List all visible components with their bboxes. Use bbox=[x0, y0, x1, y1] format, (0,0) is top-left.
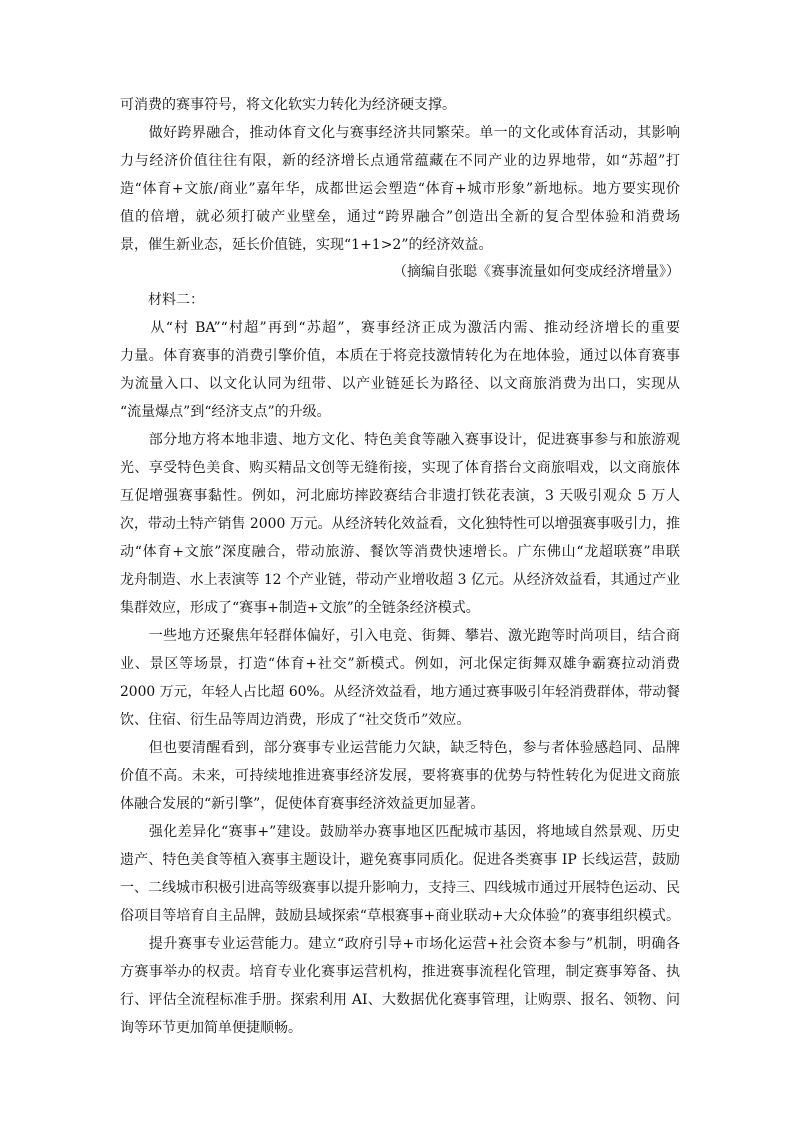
body-text-line: 方赛事举办的权责。培育专业化赛事运营机构，推进赛事流程化管理，制定赛事筹备、执 bbox=[120, 964, 680, 980]
body-text-line: 行、评估全流程标准手册。探索利用 AI、大数据优化赛事管理，让购票、报名、领物、问 bbox=[120, 992, 680, 1008]
body-text-line: 一些地方还聚焦年轻群体偏好，引入电竞、街舞、攀岩、激光跑等时尚项目，结合商 bbox=[120, 628, 680, 644]
body-text-line: 强化差异化“赛事+”建设。鼓励举办赛事地区匹配城市基因，将地域自然景观、历史 bbox=[120, 824, 680, 840]
body-text-line: 集群效应，形成了“赛事+制造+文旅”的全链条经济模式。 bbox=[120, 600, 480, 616]
body-text-line: 提升赛事专业运营能力。建立“政府引导+市场化运营+社会资本参与”机制，明确各 bbox=[120, 936, 680, 952]
body-text-line: 光、享受特色美食、购买精品文创等无缝衔接，实现了体育搭台文商旅唱戏，以文商旅体 bbox=[120, 460, 680, 476]
body-text-line: 为流量入口、以文化认同为纽带、以产业链延长为路径、以文商旅消费为出口，实现从 bbox=[120, 376, 680, 392]
body-text-line: 景，催生新业态，延长价值链，实现“1+1>2”的经济效益。 bbox=[120, 237, 493, 253]
section-heading: 材料二： bbox=[120, 292, 204, 308]
body-text-line: 互促增强赛事黏性。例如，河北廊坊摔跤赛结合非遗打铁花表演，3 天吸引观众 5 万人 bbox=[120, 488, 680, 504]
body-text-line: 从“村 BA”“村超”再到“苏超”，赛事经济正成为激活内需、推动经济增长的重要 bbox=[120, 320, 680, 336]
body-text-line: 俗项目等培育自主品牌，鼓励县域探索“草根赛事+商业联动+大众体验”的赛事组织模式。 bbox=[120, 908, 680, 924]
body-text-line: 一、二线城市积极引进高等级赛事以提升影响力，支持三、四线城市通过开展特色运动、民 bbox=[120, 880, 680, 896]
body-text-line: 动“体育+文旅”深度融合，带动旅游、餐饮等消费快速增长。广东佛山“龙超联赛”串联 bbox=[120, 544, 680, 560]
body-text-line: 饮、住宿、衍生品等周边消费，形成了“社交货币”效应。 bbox=[120, 712, 471, 728]
body-text-line: 可消费的赛事符号，将文化软实力转化为经济硬支撑。 bbox=[120, 97, 456, 113]
source-citation: （摘编自张聪《赛事流量如何变成经济增量》） bbox=[393, 264, 680, 280]
body-text-line: 次，带动土特产销售 2000 万元。从经济转化效益看，文化独特性可以增强赛事吸引力，推 bbox=[120, 516, 680, 532]
body-text-line: 部分地方将本地非遗、地方文化、特色美食等融入赛事设计，促进赛事参与和旅游观 bbox=[120, 432, 680, 448]
body-text-line: 价值不高。未来，可持续地推进赛事经济发展，要将赛事的优势与特性转化为促进文商旅 bbox=[120, 768, 680, 784]
body-text-line: “流量爆点”到“经济支点”的升级。 bbox=[120, 404, 331, 420]
body-text-line: 2000 万元，年轻人占比超 60%。从经济效益看，地方通过赛事吸引年轻消费群体，带动餐 bbox=[120, 684, 680, 700]
body-text-line: 体融合发展的“新引擎”，促使体育赛事经济效益更加显著。 bbox=[120, 796, 485, 812]
body-text-line: 造“体育+文旅/商业”嘉年华，成都世运会塑造“体育+城市形象”新地标。地方要实现价 bbox=[120, 181, 680, 197]
body-text-line: 询等环节更加简单便捷顺畅。 bbox=[120, 1020, 302, 1036]
body-text-line: 力量。体育赛事的消费引擎价值，本质在于将竞技激情转化为在地体验，通过以体育赛事 bbox=[120, 348, 680, 364]
body-text-line: 力与经济价值往往有限，新的经济增长点通常蕴藏在不同产业的边界地带，如“苏超”打 bbox=[120, 153, 680, 169]
body-text-line: 值的倍增，就必须打破产业壁垒，通过“跨界融合”创造出全新的复合型体验和消费场 bbox=[120, 209, 680, 225]
body-text-line: 做好跨界融合，推动体育文化与赛事经济共同繁荣。单一的文化或体育活动，其影响 bbox=[120, 125, 680, 141]
body-text-line: 遗产、特色美食等植入赛事主题设计，避免赛事同质化。促进各类赛事 IP 长线运营，鼓励 bbox=[120, 852, 680, 868]
body-text-line: 业、景区等场景，打造“体育+社交”新模式。例如，河北保定街舞双雄争霸赛拉动消费 bbox=[120, 656, 680, 672]
body-text-line: 但也要清醒看到，部分赛事专业运营能力欠缺，缺乏特色，参与者体验感趋同、品牌 bbox=[120, 740, 680, 756]
body-text-line: 龙舟制造、水上表演等 12 个产业链，带动产业增收超 3 亿元。从经济效益看，其通过产业 bbox=[120, 572, 680, 588]
